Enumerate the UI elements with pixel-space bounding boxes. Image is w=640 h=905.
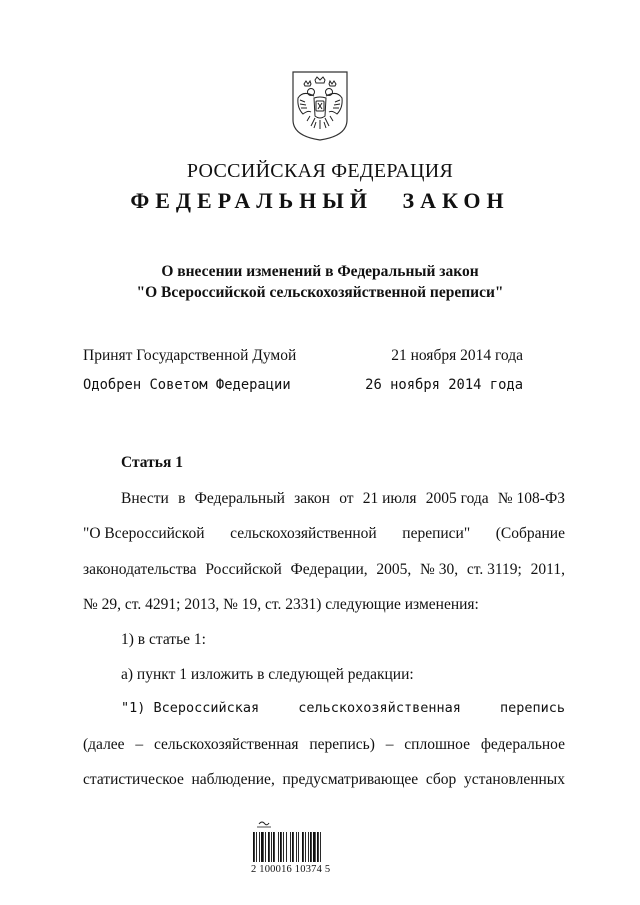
word: статистическое: [83, 771, 184, 788]
barcode-bar: [286, 832, 287, 862]
word: Внести: [121, 490, 169, 507]
word: № 108-ФЗ: [497, 490, 565, 507]
word: сельскохозяйственной: [230, 525, 377, 542]
barcode-bar: [298, 832, 299, 862]
council-approval-row: [83, 377, 523, 397]
word: закон: [294, 490, 330, 507]
barcode-number: 2 100016 10374 5: [251, 864, 331, 875]
duma-label: Принят Государственной Думой: [83, 347, 297, 364]
duma-adoption-row: [83, 347, 523, 367]
council-label: Одобрен Советом Федерации: [83, 377, 291, 393]
subject-line-1: О внесении изменений в Федеральный закон: [161, 263, 479, 280]
barcode-bar: [278, 832, 279, 862]
item-1: 1) в статье 1:: [121, 631, 206, 648]
word: наблюдение,: [191, 771, 275, 788]
article-heading: Статья 1: [121, 454, 183, 471]
barcode-bar: [265, 832, 266, 862]
barcode-bar: [273, 832, 275, 862]
barcode-bar: [310, 832, 312, 862]
item-a: а) пункт 1 изложить в следующей редакции:: [121, 666, 414, 683]
barcode-bar: [313, 832, 316, 862]
barcode-bar: [283, 832, 284, 862]
barcode-bar: [271, 832, 272, 862]
word: 2005,: [376, 561, 412, 578]
barcode-bar: [253, 832, 255, 862]
barcode-bar: [296, 832, 297, 862]
word: Российской: [205, 561, 282, 578]
word: (Собрание: [495, 525, 565, 542]
word: законодательства: [83, 561, 197, 578]
word: 2011,: [530, 561, 565, 578]
word: ст. 3119;: [466, 561, 522, 578]
word: установленных: [463, 771, 565, 788]
word: от: [339, 490, 354, 507]
word: "1) Всероссийская: [121, 700, 260, 716]
quote-line-1: [121, 700, 565, 720]
quote-line-2: [83, 736, 565, 756]
word: 21 июля: [362, 490, 417, 507]
country-heading: РОССИЙСКАЯ ФЕДЕРАЦИЯ: [186, 160, 454, 182]
word: сбор: [425, 771, 457, 788]
law-subject: [0, 261, 640, 303]
paragraph-line-3: [83, 561, 565, 581]
barcode-bar: [308, 832, 309, 862]
quote-line-3: [83, 771, 565, 791]
barcode-bar: [305, 832, 306, 862]
law-title: ФЕДЕРАЛЬНЫЙ ЗАКОН: [130, 188, 510, 213]
barcode-bar: [256, 832, 257, 862]
word: в: [178, 490, 186, 507]
duma-date: 21 ноября 2014 года: [391, 347, 523, 364]
word: сельскохозяйственная: [153, 736, 299, 753]
barcode-bar: [317, 832, 319, 862]
barcode-bar: [268, 832, 270, 862]
paragraph-line-1: [121, 490, 565, 510]
council-date: 26 ноября 2014 года: [365, 377, 523, 393]
paragraph-line-2: [83, 525, 565, 545]
word: перепись: [499, 700, 565, 716]
word: сплошное: [404, 736, 470, 753]
word: Федеральный: [194, 490, 285, 507]
paragraph-line-4: № 29, ст. 4291; 2013, № 19, ст. 2331) следующие изменения:: [83, 596, 479, 613]
word: –: [385, 736, 394, 753]
word: (далее: [83, 736, 125, 753]
word: Федерации,: [290, 561, 368, 578]
barcode-bar: [259, 832, 260, 862]
word: переписи": [402, 525, 471, 542]
barcode-bar: [320, 832, 321, 862]
barcode-bar: [292, 832, 294, 862]
word: перепись): [309, 736, 375, 753]
barcode-bar: [261, 832, 264, 862]
word: № 30,: [420, 561, 459, 578]
word: –: [135, 736, 144, 753]
word: "О Всероссийской: [83, 525, 205, 542]
barcode-bar: [290, 832, 291, 862]
word: предусматривающее: [282, 771, 419, 788]
barcode-bar: [280, 832, 282, 862]
coat-of-arms-emblem: [289, 70, 351, 142]
word: федеральное: [480, 736, 565, 753]
word: сельскохозяйственная: [298, 700, 461, 716]
barcode-bar: [302, 832, 304, 862]
word: 2005 года: [425, 490, 489, 507]
subject-line-2: "О Всероссийской сельскохозяйственной переписи": [136, 284, 504, 301]
